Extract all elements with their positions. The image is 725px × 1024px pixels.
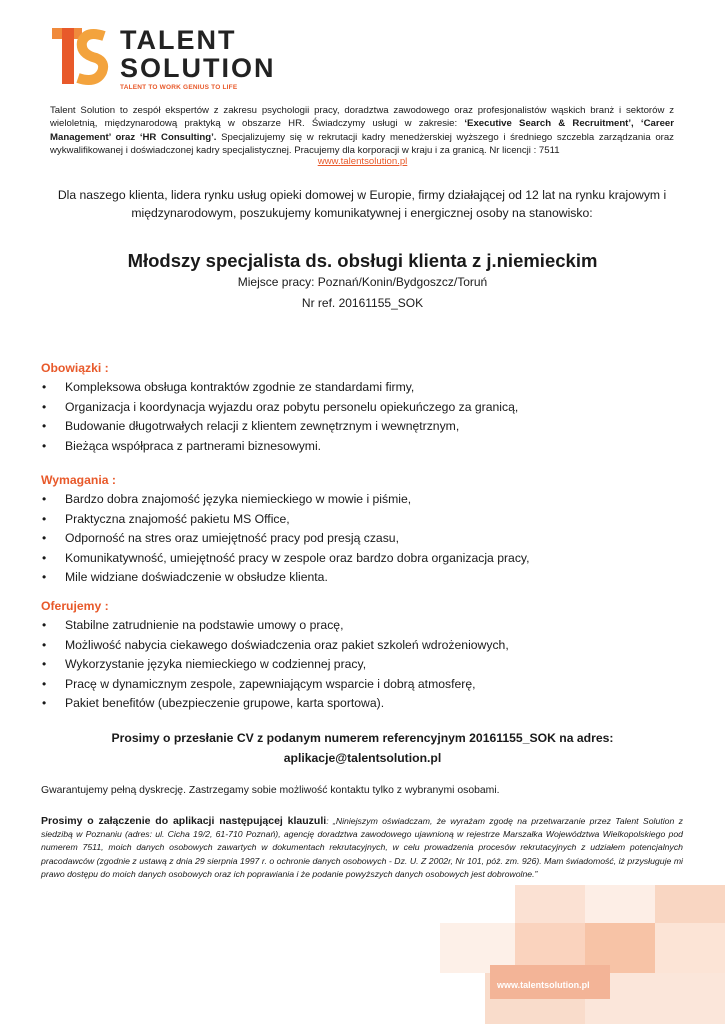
offer-list (41, 616, 681, 714)
application-instruction: Prosimy o przesłanie CV z podanym numerem referencyjnym 20161155_SOK na adres: (111, 731, 614, 745)
job-location: Miejsce pracy: Poznań/Konin/Bydgoszcz/Toruń (237, 275, 488, 289)
list-item: • Bieżąca współpraca z partnerami biznesowymi. (41, 437, 681, 457)
duties-heading: Obowiązki : (41, 361, 109, 375)
list-item: • Pakiet benefitów (ubezpieczenie grupowe, karta sportowa). (41, 694, 681, 714)
list-item: • Praktyczna znajomość pakietu MS Office, (41, 510, 681, 530)
list-item: • Bardzo dobra znajomość języka niemieckiego w mowie i piśmie, (41, 490, 681, 510)
clause-label: Prosimy o załączenie do aplikacji następującej klauzuli (41, 815, 327, 827)
list-item: • Mile widziane doświadczenie w obsłudze klienta. (41, 568, 681, 588)
requirements-list (41, 490, 681, 588)
discretion-note: Gwarantujemy pełną dyskrecję. Zastrzegamy sobie możliwość kontaktu tylko z wybranymi osobami. (41, 785, 500, 796)
company-logo (52, 20, 276, 100)
list-item: • Komunikatywność, umiejętność pracy w zespole oraz bardzo dobra organizacja pracy, (41, 549, 681, 569)
website-link[interactable]: www.talentsolution.pl (317, 156, 408, 167)
list-item: • Stabilne zatrudnienie na podstawie umowy o pracę, (41, 616, 681, 636)
clause-text: : „Niniejszym oświadczam, że wyrażam zgodę na przetwarzanie przez Talent Solution z siedzibą w Poznaniu (adres: ul. Cicha 19/2, 61-710 Poznań), agencję doradztwa zawodowego ujawnioną w rejestrze Marszałka Województwa Wielkopolskiego pod numerem 7511, moich danych osobowych zawartych w dokumentach rekrutacyjnych, w celu prowadzenia procesów rekrutacyjnych z udziałem potencjalnych pracodawców (zgodnie z ustawą z dnia 29 sierpnia 1997 r. o ochronie danych osobowych - Dz. U. Z 2002r, Nr 101, póż. zm. 926). Mam świadomość, iż przysługuje mi prawo dostępu do moich danych osobowych oraz ich poprawiania i że podanie powyższych danych osobowych jest dobrowolne.” (41, 816, 683, 879)
requirements-heading: Wymagania : (41, 473, 116, 487)
list-item: • Wykorzystanie języka niemieckiego w codziennej pracy, (41, 655, 681, 675)
list-item: • Kompleksowa obsługa kontraktów zgodnie ze standardami firmy, (41, 378, 681, 398)
consent-clause (41, 815, 683, 881)
job-title: Młodszy specjalista ds. obsługi klienta z j.niemieckim (127, 250, 598, 271)
decorative-tiles (440, 885, 725, 1024)
company-intro: Talent Solution to zespół ekspertów z zakresu psychologii pracy, doradztwa zawodowego oraz profesjonalistów wąskich branż i sektorów z wieloletnią, międzynarodową praktyką w obszarze HR. Świadczymy usługi w zakresie: ‘Executive Search & Recruitment’, ‘Career Management’ oraz ‘HR Consulting’. Specjalizujemy się w rekrutacji kadry menedżerskiej wyższego i średniego szczebla zarządzania oraz wykwalifikowanej i doświadczonej kadry specjalistycznej. Pracujemy dla korporacji w kraju i za granicą. Nr licencji : 7511 (50, 105, 674, 156)
logo-slogan: TALENT TO WORK GENIUS TO LIFE (120, 84, 238, 91)
list-item: • Organizacja i koordynacja wyjazdu oraz pobytu personelu opiekuńczego za granicą, (41, 398, 681, 418)
application-email[interactable]: aplikacje@talentsolution.pl (283, 751, 442, 765)
logo-wordmark: TALENT SOLUTION (120, 25, 276, 83)
job-reference: Nr ref. 20161155_SOK (301, 296, 424, 310)
client-intro: Dla naszego klienta, lidera rynku usług opieki domowej w Europie, firmy działającej od 12 lat na rynku krajowym i międzynarodowym, poszukujemy komunikatywnej i energicznej osoby na stanowisko: (57, 188, 667, 220)
list-item: • Odporność na stres oraz umiejętność pracy pod presją czasu, (41, 529, 681, 549)
footer-website[interactable]: www.talentsolution.pl (497, 980, 590, 990)
offer-heading: Oferujemy : (41, 599, 109, 613)
list-item: • Pracę w dynamicznym zespole, zapewniającym wsparcie i dobrą atmosferę, (41, 675, 681, 695)
duties-list (41, 378, 681, 456)
list-item: • Budowanie długotrwałych relacji z klientem zewnętrznym i wewnętrznym, (41, 417, 681, 437)
ts-logo-icon (52, 28, 110, 88)
list-item: • Możliwość nabycia ciekawego doświadczenia oraz pakiet szkoleń wdrożeniowych, (41, 636, 681, 656)
